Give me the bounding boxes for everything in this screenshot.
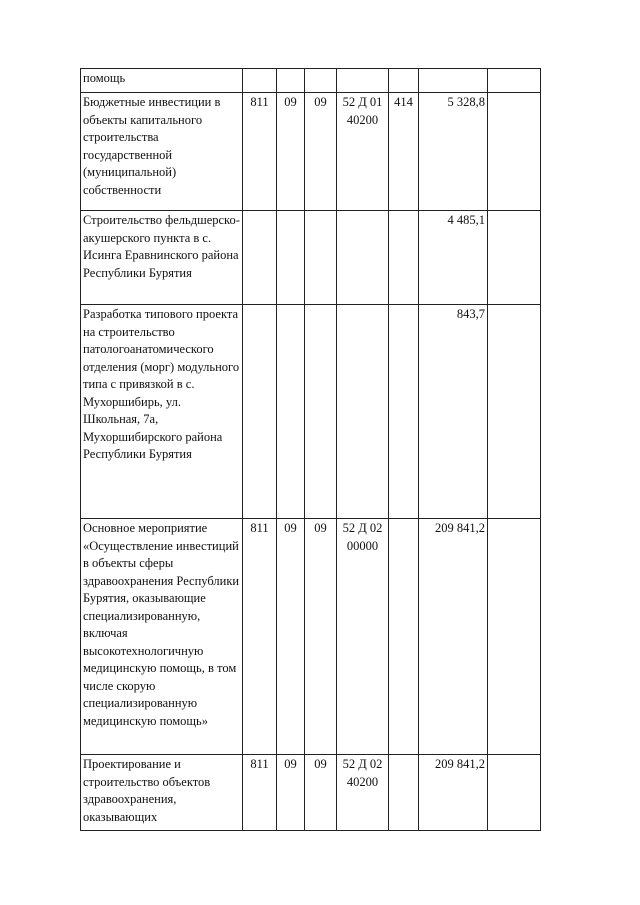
cell-expense-type-code [389, 305, 419, 519]
cell-name: Разработка типового проекта на строительство патологоанатомического отделения (морг) модульного типа с привязкой в с. Мухоршибирь, ул. Школьная, 7а, Мухоршибирского района Республики Бурятия [81, 305, 243, 519]
cell-subsection-code [305, 69, 337, 93]
cell-name: Основное мероприятие «Осуществление инвестиций в объекты сферы здравоохранения Республики Бурятия, оказывающие специализированную, включая высокотехнологичную медицинскую помощь, в том числе скорую специализированную медицинскую помощь» [81, 519, 243, 755]
cell-extra [488, 69, 541, 93]
cell-amount: 209 841,2 [419, 755, 488, 831]
cell-section-code [277, 211, 305, 305]
cell-gr-code: 811 [243, 755, 277, 831]
cell-expense-type-code [389, 755, 419, 831]
table-row [81, 93, 541, 211]
cell-section-code [277, 305, 305, 519]
cell-amount: 843,7 [419, 305, 488, 519]
table-row [81, 305, 541, 519]
cell-name: Бюджетные инвестиции в объекты капитального строительства государственной (муниципальной) собственности [81, 93, 243, 211]
cell-expense-type-code [389, 211, 419, 305]
table-row [81, 69, 541, 93]
cell-target-article-code: 52 Д 02 40200 [337, 755, 389, 831]
cell-name: помощь [81, 69, 243, 93]
cell-extra [488, 755, 541, 831]
cell-target-article-code [337, 211, 389, 305]
cell-target-article-code: 52 Д 01 40200 [337, 93, 389, 211]
cell-gr-code: 811 [243, 93, 277, 211]
table-row [81, 755, 541, 831]
cell-subsection-code [305, 305, 337, 519]
table-body [81, 69, 541, 831]
cell-extra [488, 211, 541, 305]
cell-subsection-code: 09 [305, 93, 337, 211]
cell-target-article-code [337, 69, 389, 93]
cell-gr-code [243, 211, 277, 305]
cell-section-code: 09 [277, 755, 305, 831]
cell-section-code: 09 [277, 93, 305, 211]
cell-extra [488, 519, 541, 755]
cell-extra [488, 93, 541, 211]
cell-amount: 209 841,2 [419, 519, 488, 755]
cell-name: Строительство фельдшерско-акушерского пункта в с. Исинга Еравнинского района Республики Бурятия [81, 211, 243, 305]
cell-subsection-code [305, 211, 337, 305]
cell-gr-code [243, 69, 277, 93]
budget-table [80, 68, 541, 831]
cell-subsection-code: 09 [305, 755, 337, 831]
table-row [81, 211, 541, 305]
cell-gr-code: 811 [243, 519, 277, 755]
cell-target-article-code [337, 305, 389, 519]
cell-amount: 4 485,1 [419, 211, 488, 305]
cell-subsection-code: 09 [305, 519, 337, 755]
cell-amount: 5 328,8 [419, 93, 488, 211]
table-row [81, 519, 541, 755]
cell-expense-type-code: 414 [389, 93, 419, 211]
cell-section-code: 09 [277, 519, 305, 755]
cell-expense-type-code [389, 519, 419, 755]
cell-target-article-code: 52 Д 02 00000 [337, 519, 389, 755]
cell-extra [488, 305, 541, 519]
cell-expense-type-code [389, 69, 419, 93]
cell-name: Проектирование и строительство объектов здравоохранения, оказывающих [81, 755, 243, 831]
cell-section-code [277, 69, 305, 93]
cell-amount [419, 69, 488, 93]
cell-gr-code [243, 305, 277, 519]
